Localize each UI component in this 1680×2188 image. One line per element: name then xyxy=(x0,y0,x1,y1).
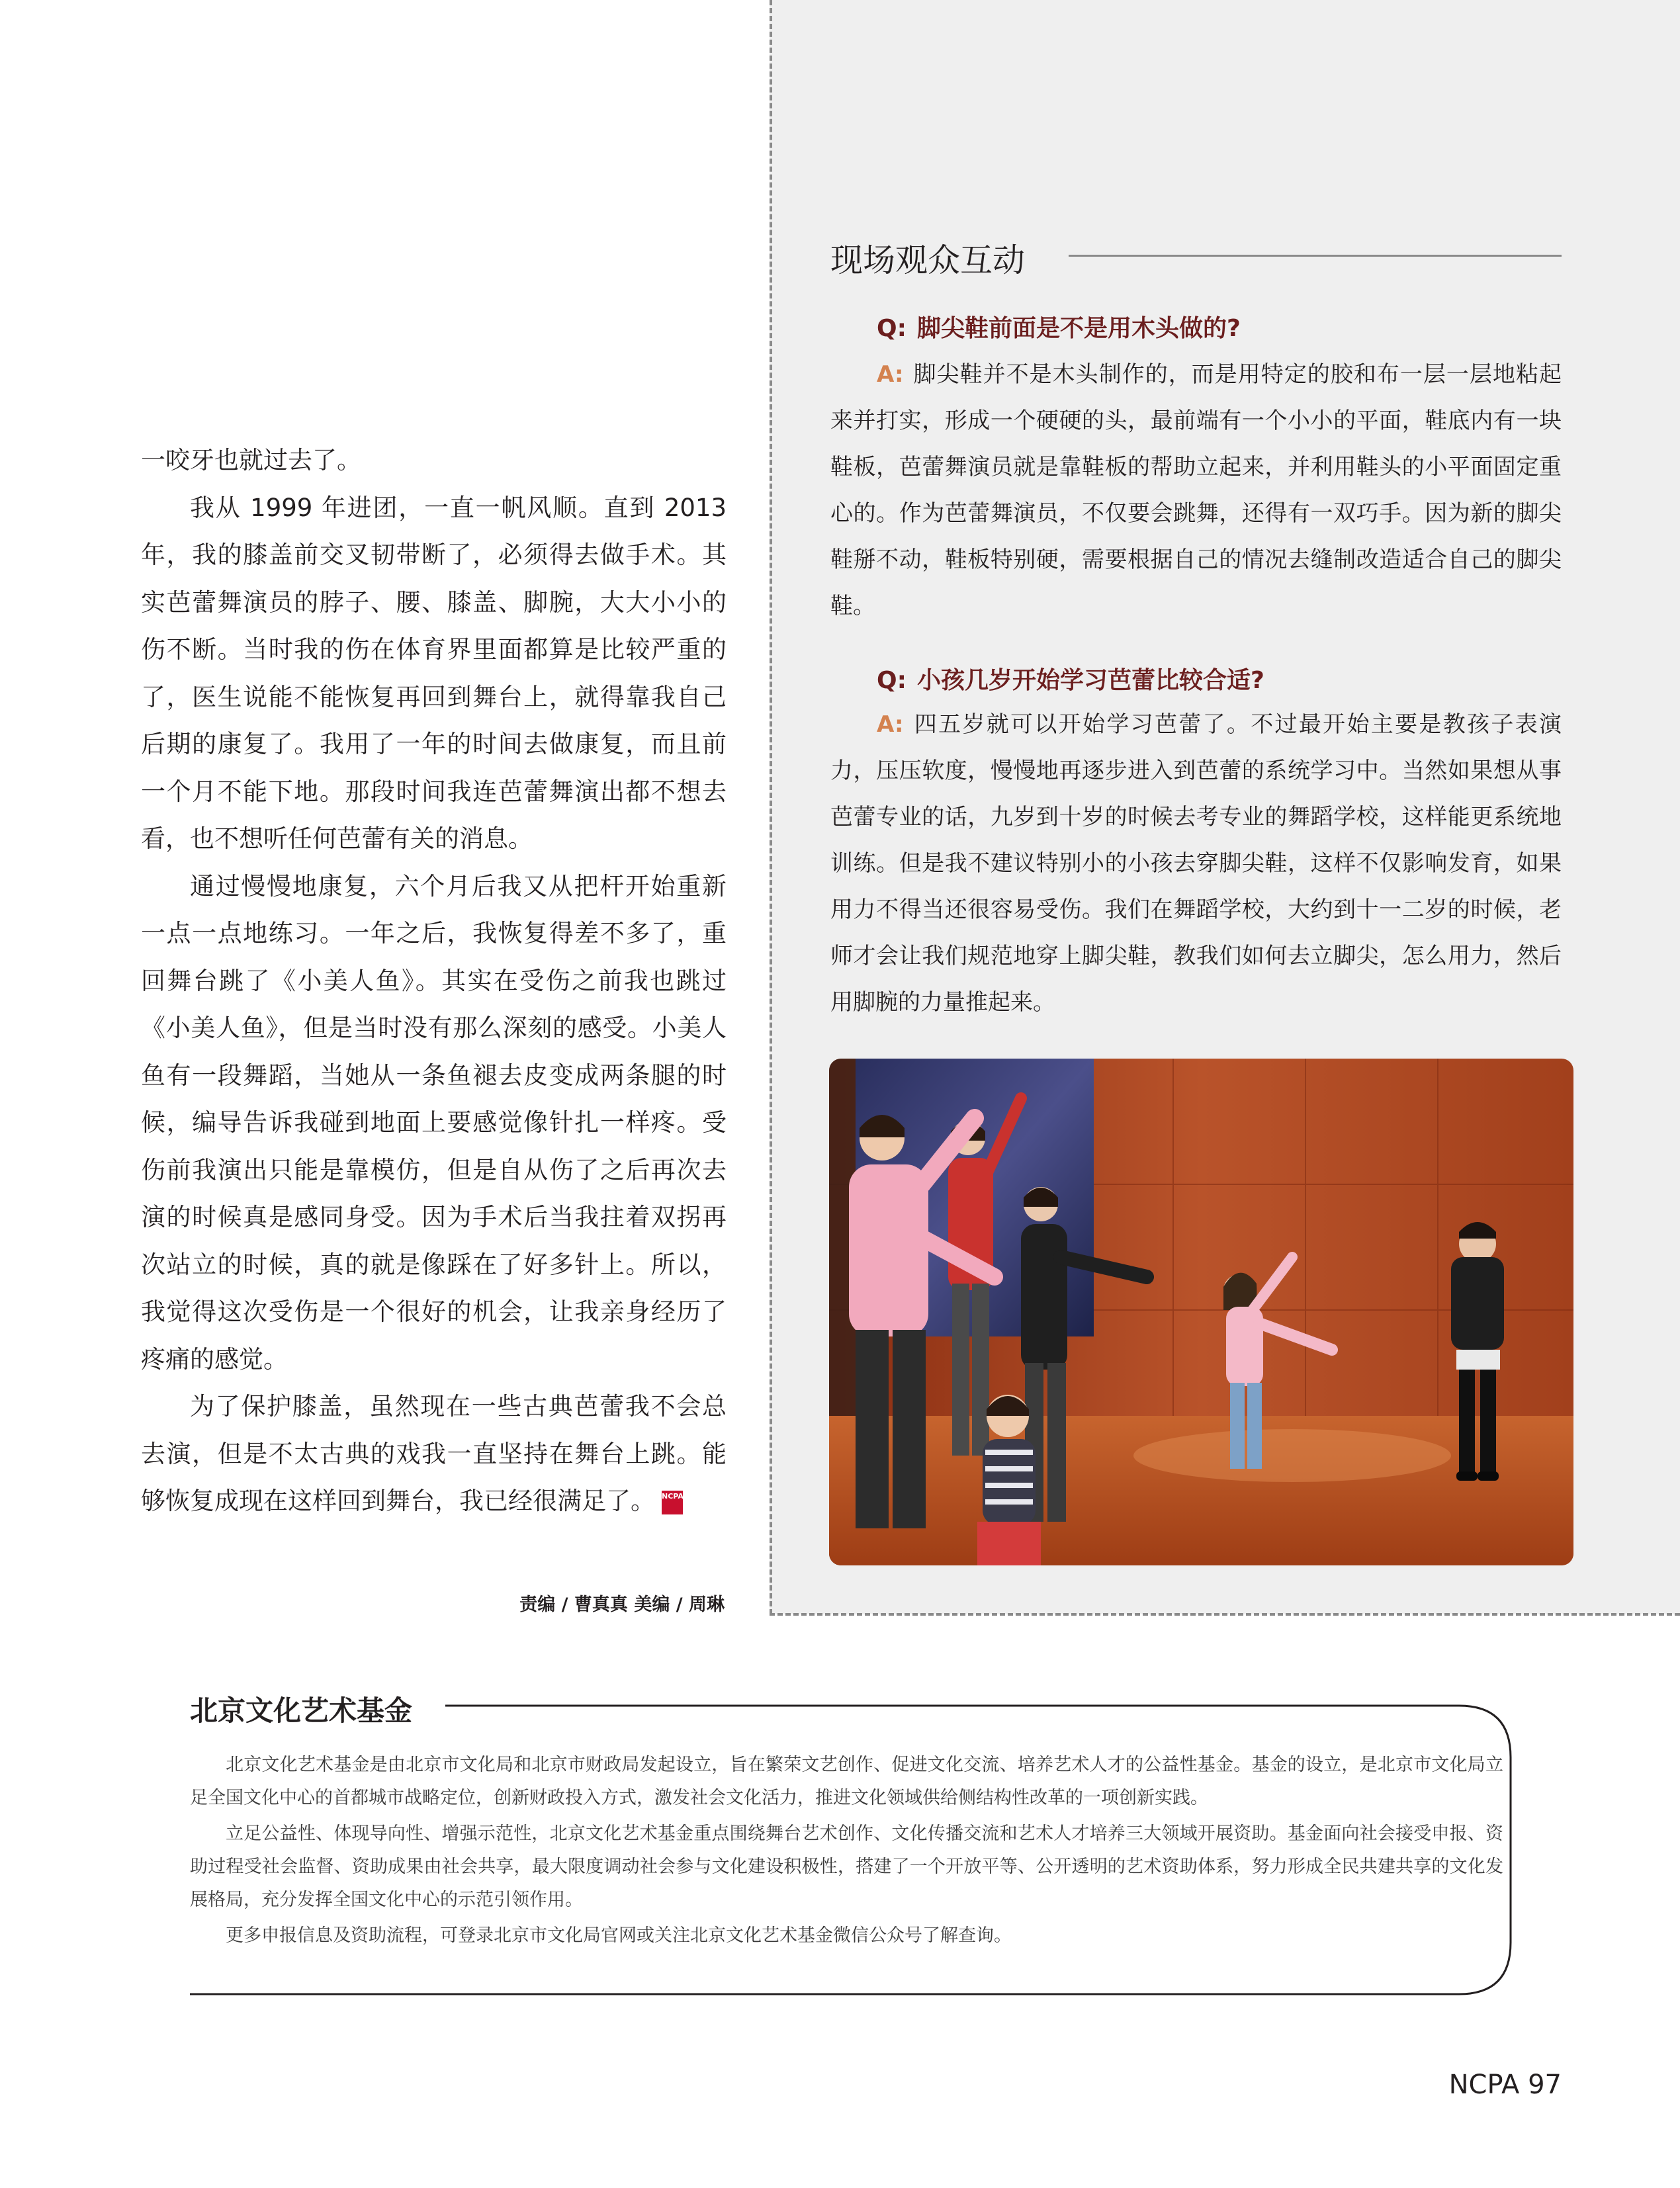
answer-1 xyxy=(830,351,1562,629)
question-1 xyxy=(877,310,1241,343)
foundation-title: 北京文化艺术基金 xyxy=(190,1694,413,1727)
editor-credits: 责编 / 曹真真 美编 / 周琳 xyxy=(519,1595,725,1615)
foundation-paragraph-3: 更多申报信息及资助流程，可登录北京市文化局官网或关注北京文化艺术基金微信公众号了解查询。 xyxy=(226,1925,1012,1946)
answer-2-text: 四五岁就可以开始学习芭蕾了。不过最开始主要是教孩子表演力，压压软度，慢慢地再逐步进入到芭蕾的系统学习中。当然如果想从事芭蕾专业的话，九岁到十岁的时候去考专业的舞蹈学校，这样能更系统地训练。但是我不建议特别小的小孩去穿脚尖鞋，这样不仅影响发育，如果用力不得当还很容易受伤。我们在舞蹈学校，大约到十一二岁的时候，老师才会让我们规范地穿上脚尖鞋，教我们如何去立脚尖，怎么用力，然后用脚腕的力量推起来。 xyxy=(830,711,1562,1016)
article-paragraph-2: 我从 1999 年进团，一直一帆风顺。直到 2013 年，我的膝盖前交叉韧带断了，必须得去做手术。其实芭蕾舞演员的脖子、腰、膝盖、脚腕，大大小小的伤不断。当时我的伤在体育界里面都算是比较严重的了，医生说能不能恢复再回到舞台上，就得靠我自己后期的康复了。我用了一年的时间去做康复，而且前一个月不能下地。那段时间我连芭蕾舞演出都不想去看，也不想听任何芭蕾有关的消息。 xyxy=(141,493,727,853)
ncpa-end-seal-icon: NCPA xyxy=(662,1491,683,1514)
vertical-dashed-divider xyxy=(770,0,772,1614)
question-2-text: 小孩几岁开始学习芭蕾比较合适? xyxy=(917,667,1264,694)
folio-magazine-name: NCPA xyxy=(1448,2070,1520,2100)
article-paragraph-4 xyxy=(141,1383,727,1525)
foundation-paragraph-2: 立足公益性、体现导向性、增强示范性，北京文化艺术基金重点围绕舞台艺术创作、文化传播交流和艺术人才培养三大领域开展资助。基金面向社会接受申报、资助过程受社会监督、资助成果由社会共享，最大限度调动社会参与文化建设积极性，搭建了一个开放平等、公开透明的艺术资助体系，努力形成全民共建共享的文化发展格局，充分发挥全国文化中心的示范引领作用。 xyxy=(190,1823,1503,1910)
article-paragraph-1: 一咬牙也就过去了。 xyxy=(141,446,361,474)
folio-page-number: 97 xyxy=(1528,2070,1562,2100)
ballet-class-photo-illustration xyxy=(829,1059,1573,1565)
foundation-paragraph-1: 北京文化艺术基金是由北京市文化局和北京市财政局发起设立，旨在繁荣文艺创作、促进文化交流、培养艺术人才的公益性基金。基金的设立，是北京市文化局立足全国文化中心的首都城市战略定位，创新财政投入方式，激发社会文化活力，推进文化领域供给侧结构性改革的一项创新实践。 xyxy=(190,1755,1503,1808)
answer-2-marker: A: xyxy=(877,711,904,738)
article-left-column xyxy=(141,437,727,1525)
horizontal-dashed-divider xyxy=(770,1613,1680,1616)
foundation-description xyxy=(190,1749,1503,1955)
question-1-text: 脚尖鞋前面是不是用木头做的? xyxy=(917,315,1241,342)
article-paragraph-4-text: 为了保护膝盖，虽然现在一些古典芭蕾我不会总去演，但是不太古典的戏我一直坚持在舞台上跳。能够恢复成现在这样回到舞台，我已经很满足了。 xyxy=(141,1392,727,1515)
question-2 xyxy=(877,662,1264,695)
answer-1-text: 脚尖鞋并不是木头制作的，而是用特定的胶和布一层一层地粘起来并打实，形成一个硬硬的头，最前端有一个小小的平面，鞋底内有一块鞋板，芭蕾舞演员就是靠鞋板的帮助立起来，并利用鞋头的小平面固定重心的。作为芭蕾舞演员，不仅要会跳舞，还得有一双巧手。因为新的脚尖鞋掰不动，鞋板特别硬，需要根据自己的情况去缝制改造适合自己的脚尖鞋。 xyxy=(830,361,1562,619)
qa-heading-rule xyxy=(1069,255,1562,257)
article-paragraph-3: 通过慢慢地康复，六个月后我又从把杆开始重新一点一点地练习。一年之后，我恢复得差不多了，重回舞台跳了《小美人鱼》。其实在受伤之前我也跳过《小美人鱼》，但是当时没有那么深刻的感受。小美人鱼有一段舞蹈，当她从一条鱼褪去皮变成两条腿的时候，编导告诉我碰到地面上要感觉像针扎一样疼。受伤前我演出只能是靠模仿，但是自从伤了之后再次去演的时候真是感同身受。因为手术后当我拄着双拐再次站立的时候，真的就是像踩在了好多针上。所以，我觉得这次受伤是一个很好的机会，让我亲身经历了疼痛的感觉。 xyxy=(141,871,727,1374)
answer-1-marker: A: xyxy=(877,361,904,388)
question-1-marker: Q: xyxy=(877,315,906,342)
qa-heading: 现场观众互动 xyxy=(830,241,1026,279)
question-2-marker: Q: xyxy=(877,667,906,694)
page-folio xyxy=(1423,2070,1562,2100)
ballet-class-photo xyxy=(829,1059,1573,1565)
answer-2 xyxy=(830,701,1562,1026)
